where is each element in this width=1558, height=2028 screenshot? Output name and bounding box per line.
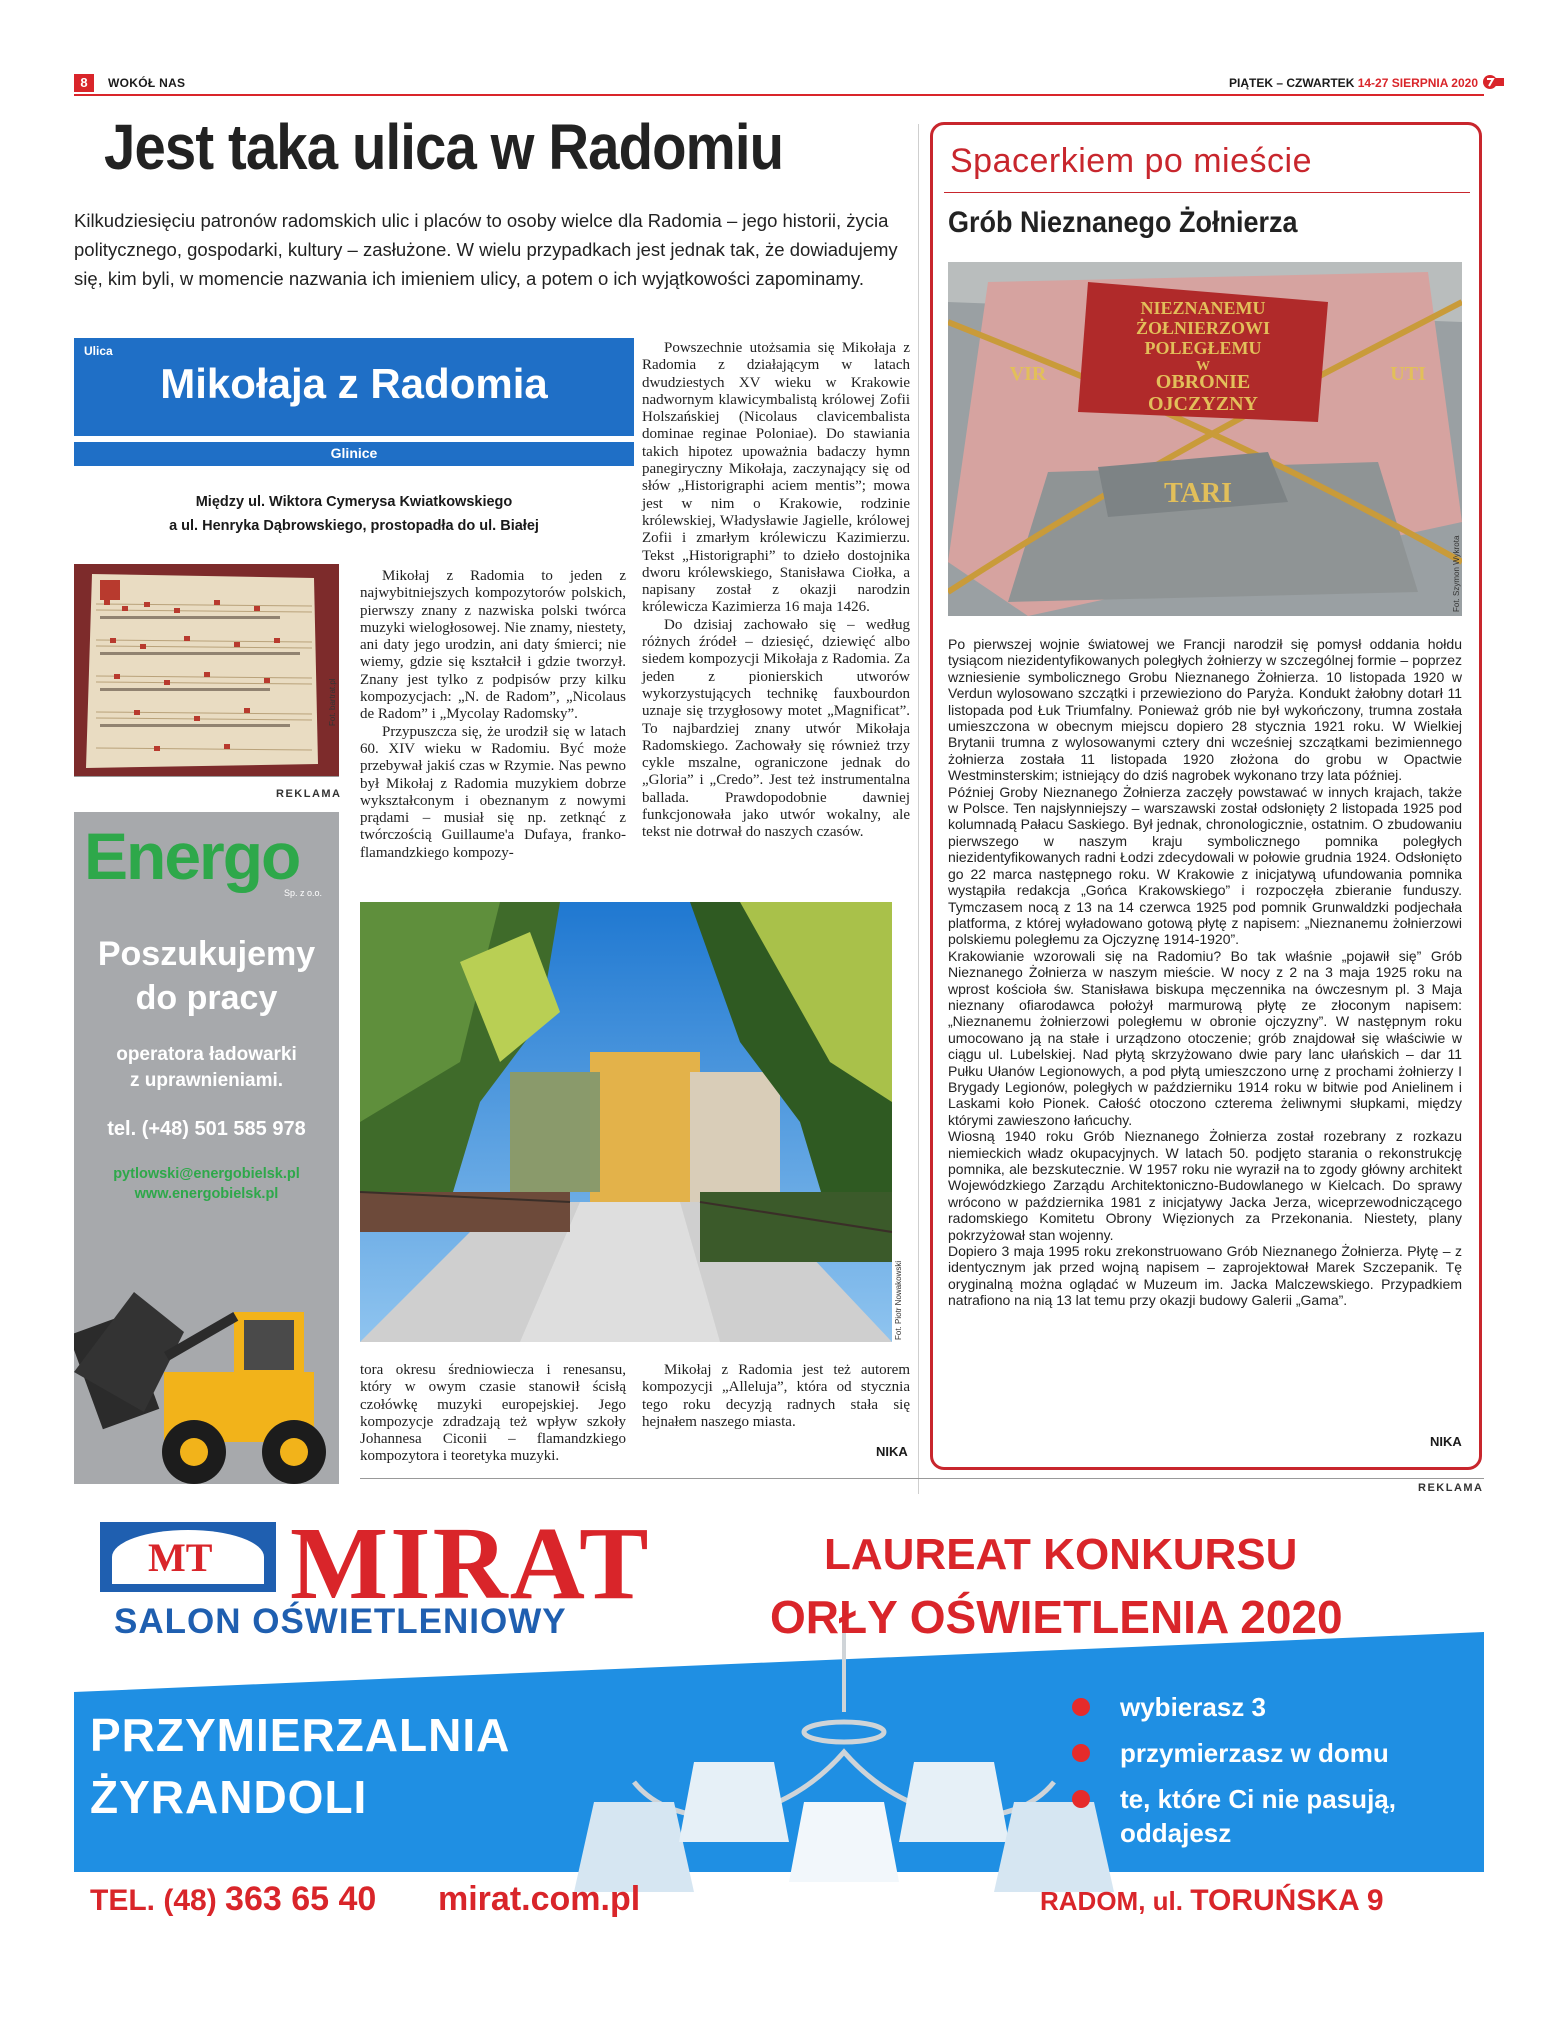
- mirat-bullet: przymierzasz w domu: [1120, 1738, 1389, 1768]
- mirat-award-line2: ORŁY OŚWIETLENIA 2020: [770, 1591, 1343, 1643]
- plaque-text: POLEGŁEMU: [1144, 338, 1262, 358]
- tomb-image: [948, 262, 1462, 616]
- mirat-address-street: TORUŃSKA 9: [1190, 1884, 1384, 1917]
- plaque-text: OBRONIE: [1155, 371, 1251, 393]
- plaque-text: VIR: [1009, 363, 1047, 385]
- bullet-icon: [1072, 1790, 1090, 1808]
- plaque-text: OJCZYZNY: [1147, 393, 1259, 415]
- article-column-2-bottom: [642, 1362, 910, 1431]
- mirat-phone-area: (48): [163, 1884, 217, 1917]
- ad-label: REKLAMA: [1418, 1482, 1484, 1494]
- street-photo: [360, 902, 892, 1342]
- issue-date-prefix: PIĄTEK – CZWARTEK: [1229, 76, 1355, 90]
- mirat-address: [1040, 1884, 1384, 1918]
- issue-date: [1229, 76, 1478, 90]
- article-paragraph: Mikołaj z Radomia jest też autorem kompozycji „Alleluja”, która od stycznia tego roku decyzją radnych stała się hejnałem naszego miasta.: [642, 1362, 910, 1430]
- mirat-phone-prefix: TEL.: [90, 1884, 155, 1917]
- sidebar-text: Po pierwszej wojnie światowej we Francji narodził się pomysł oddania hołdu tysiącom niezidentyfikowanych poległych żołnierzy w szczególnej formie – poprzez wzniesienie symbolicznego Grobu Nieznanego Żołnierza. 10 listopada 1920 w Verdun wylosowano szczątki i przewieziono do Paryża. Kondukt żałobny dotarł 11 listopada pod Łuk Triumfalny. Ponieważ grób nie był wykończony, trumna została umieszczona w obecnym miejscu dopiero 28 stycznia 1921 roku. W Wielkiej Brytanii trumna z wylosowanymi cztery dni wcześniej szczątkami bezimiennego żołnierza została 11 listopada 1920 złożona do grobu w Opactwie Westminsterskim; istniejący do dziś nagrobek wykonano trzy lata później. Później Groby Nieznanego Żołnierza zaczęły powstawać w innych krajach, także w Polsce. Ten najsłynniejszy – warszawski został odsłonięty 2 listopada 1925 pod kolumnadą Pałacu Saskiego. Był jednak, chronologicznie, ostatnim. O zbudowaniu pierwszego w naszym kraju symbolicznego pomnika poległych niezidentyfikowanych radni Łodzi zdecydowali w połowie grudnia 1924. Odsłonięto go 22 marca następnego roku. W Krakowie z inicjatywą ufundowania pomnika wystąpiła redakcja „Gońca Krakowskiego” i rozpoczęła zbieranie funduszy. Tymczasem nocą z 13 na 14 czerwca 1925 pod pomnik Grunwaldzki podjechała platforma, z której wyładowano gotową płytę z napisem: „Nieznanemu żołnierzowi polskiemu poległemu za Ojczyznę 1914-1920”. Krakowianie wzorowali się na Radomiu? Bo tak właśnie „pojawił się” Grób Nieznanego Żołnierza w naszym mieście. W nocy z 2 na 3 maja 1925 roku na wprost kościoła św. Stanisława biskupa męczennika na ówczesnym pl. 3 Maja nieznany ofiarodawca położył marmurową płytę ze złoconym napisem: „Nieznanemu żołnierzowi poległemu w obronie ojczyzny”. W następnym roku umocowano ją na stałe i urządzono otoczenie; grób znajdował się właściwie w ciągu ul. Lubelskiej. Nad płytą skrzyżowano dwie pary lanc ułańskich – dar 11 Pułku Ułanów Legionowych, a pod płytą umieszczono urnę z prochami żołnierzy I Brygady Legionów, poległych w październiku 1914 roku w bitwie pod Anielinem i Laskami koło Pionek. Całość otoczono czterema żeliwnymi słupkami, między którymi zawieszono łańcuchy. Wiosną 1940 roku Grób Nieznanego Żołnierza został rozebrany z rozkazu niemieckich władz okupacyjnych. W latach 50. podjęto starania o rekonstrukcję pomnika, ale bezskutecznie. W 1957 roku nie wyraził na to zgody główny architekt Wojewódzkiego Zarządu Architektoniczno-Budowlanego w Kielcach. Do sprawy wrócono w października 1981 z inicjatywy Jacka Jerza, wiceprzewodniczącego radomskiego Komitetu Obrony Więzionych za Przekonania. Niestety, plany pokrzyżował stan wojenny. Dopiero 3 maja 1995 roku zrekonstruowano Grób Nieznanego Żołnierza. Płytę – z identycznym jak przed wojną napisem – zaprojektował Marek Szczepanik. Tę oryginalną można oglądać w Muzeum im. Jacka Malczewskiego. Przypadkiem natrafiono na nią 13 lat temu przy okazji budowy Galerii „Gama”.: [948, 636, 1462, 1309]
- ad-divider: [360, 1478, 1484, 1479]
- issue-date-range: 14-27 SIERPNIA 2020: [1357, 76, 1478, 90]
- sidebar-author: NIKA: [1430, 1434, 1462, 1449]
- energo-job-line2: z uprawnieniami.: [129, 1070, 284, 1091]
- article-column-1-bottom: tora okresu średniowiecza i renesansu, który w owym czasie stanowił ścisłą czołówkę muzyki europejskiej. Jego kompozycje zdradzają też wpływ szkoły Johannesa Ciconii – flamandzkiego kompozytora i teoretyka muzyki.: [360, 1362, 626, 1465]
- energo-website[interactable]: www.energobielsk.pl: [134, 1186, 279, 1202]
- mirat-phone: [90, 1880, 376, 1919]
- mirat-website[interactable]: mirat.com.pl: [438, 1880, 641, 1918]
- sidebar-subtitle: Grób Nieznanego Żołnierza: [948, 206, 1298, 239]
- plaque-text: TARI: [1164, 478, 1232, 509]
- energo-email[interactable]: pytlowski@energobielsk.pl: [113, 1166, 300, 1182]
- energo-logo: Energo: [84, 819, 300, 893]
- mirat-phone-number: 363 65 40: [225, 1880, 377, 1918]
- street-location: [74, 490, 634, 538]
- district-name: Glinice: [330, 445, 378, 461]
- sidebar-title-divider: [944, 192, 1470, 193]
- energo-headline: [74, 932, 339, 1020]
- street-label: Ulica: [84, 344, 113, 358]
- mirat-salon: SALON OŚWIETLENIOWY: [114, 1602, 567, 1641]
- street-location-line1: Między ul. Wiktora Cymerysa Kwiatkowskiego: [195, 494, 513, 510]
- article-lead: Kilkudziesięciu patronów radomskich ulic i placów to osoby wielce dla Radomia – jego historii, życia politycznego, gospodarki, kultury – zasłużone. W wielu przypadkach jest jednak tak, że dowiadujemy się, kim byli, w momencie nazwania ich imieniem ulicy, a potem o ich wyjątkowości zapominamy.: [74, 210, 898, 289]
- mirat-name: MIRAT: [290, 1506, 651, 1621]
- header-divider: [74, 94, 1484, 96]
- article-author: NIKA: [876, 1444, 908, 1459]
- bullet-icon: [1072, 1698, 1090, 1716]
- mirat-logo-letters: MT: [148, 1535, 213, 1580]
- article-column-2-top: [642, 340, 910, 842]
- article-paragraph: Do dzisiaj zachowało się – według różnych źródeł – dziesięć, dziewięć albo siedem kompozycji Mikołaja z Radomia. Za jeden z pionierskich utworów wykorzystujących technikę fauxbourdon uznaje się trzygłosowy motet „Magnificat”. To najbardziej znany utwór Mikołaja Radomskiego. Zachowały się również trzy cykle mszalne, ograniczone jednak do „Gloria” i „Credo”. Jest też instrumentalna ballada. Prawdopodobnie dawniej funkcjonowała jako utwór wokalny, ale tekst nie dotrwał do naszych czasów.: [642, 616, 910, 841]
- energo-job: [74, 1042, 339, 1094]
- street-location-line2: a ul. Henryka Dąbrowskiego, prostopadła do ul. Białej: [169, 518, 539, 534]
- ad-label: REKLAMA: [276, 788, 342, 800]
- mirat-bullet: te, które Ci nie pasują, oddajesz: [1120, 1784, 1396, 1848]
- plaque-text: ŻOŁNIERZOWI: [1135, 318, 1271, 338]
- plaque-text: UTI: [1390, 363, 1426, 385]
- loader-image: [74, 812, 339, 1484]
- column-divider: [918, 124, 919, 1494]
- sidebar-title: Spacerkiem po mieście: [950, 142, 1312, 180]
- bullet-icon: [1072, 1744, 1090, 1762]
- energo-headline-line2: do pracy: [135, 979, 278, 1017]
- plaque-text: W: [1196, 359, 1210, 374]
- tomb-photo-credit: Fot. Szymon Wykrota: [1452, 535, 1461, 612]
- mirat-promo-line2: ŻYRANDOLI: [90, 1771, 368, 1823]
- mirat-bullet: wybierasz 3: [1120, 1692, 1266, 1722]
- mirat-award-line1: LAUREAT KONKURSU: [824, 1530, 1298, 1579]
- energo-job-line1: operatora ładowarki: [116, 1044, 297, 1065]
- manuscript-photo-credit: Fot. bartrat.pl: [328, 678, 337, 726]
- energo-logo-suffix: Sp. z o.o.: [284, 888, 323, 898]
- street-name: Mikołaja z Radomia: [160, 360, 548, 407]
- energo-contact: [74, 1164, 339, 1204]
- mirat-address-prefix: RADOM, ul.: [1040, 1886, 1183, 1916]
- manuscript-image: [74, 564, 339, 776]
- street-photo-credit: Fot. Piotr Nowakowski: [894, 1260, 903, 1340]
- manuscript-photo: [74, 564, 339, 776]
- street-image: [360, 902, 892, 1342]
- article-paragraph: Powszechnie utożsamia się Mikołaja z Radomia z działającym w latach dwudziestych XV wieku w Krakowie nadwornym klawicymbalistą królowej Zofii Holszańskiej (Nicolaus clavicembalista dominae reginae Poloniae). Do stawiania takich hipotez upoważnia badaczy hymn panegiryczny Mikołaja, zaczynający się od słów „Historigraphi aciem mentis”; mowa jest w nim o Krakowie, rodzinie królewskiej, Władysławie Jagielle, królowej Zofii i zmarłym królewiczu Kazimierzu. Tekst „Historigraphi” to dzieło dostojnika dworu królewskiego, Stanisława Ciołka, a napisany został z okazji narodzin królewicza Kazimierza 16 maja 1426.: [642, 340, 910, 616]
- ad-divider: [74, 776, 339, 777]
- article-headline: Jest taka ulica w Radomiu: [104, 111, 784, 183]
- tomb-photo: [948, 262, 1462, 616]
- plaque-text: NIEZNANEMU: [1140, 298, 1266, 318]
- article-paragraph: Mikołaj z Radomia to jeden z najwybitniejszych kompozytorów polskich, pierwszy znany z nazwiska polski twórca muzyki wielogłosowej. Nie znamy, niestety, ani daty jego urodzin, ani daty śmierci; nie wiemy, gdzie się kształcił i gdzie tworzył. Znany jest tylko z podpisów przy kilku kompozycjach: „N. de Radom”, „Nicolaus de Radom” i „Mycolay Radomsky”.: [360, 568, 626, 723]
- mirat-promo-line1: PRZYMIERZALNIA: [90, 1709, 511, 1761]
- energo-phone: tel. (+48) 501 585 978: [107, 1118, 306, 1140]
- article-column-1-top: [360, 568, 626, 862]
- article-paragraph: Przypuszcza się, że urodził się w latach 60. XIV wieku w Radomiu. Być może przebywał jakiś czas w Rzymie. Nas pewno był Mikołaj z Radomia muzykiem dobrze wykształconym i obeznanym z nowymi prądami – musiał się np. zetknąć z twórczością Guillaume'a Dufaya, franko-flamandzkiego kompozy-: [360, 723, 626, 861]
- section-name: WOKÓŁ NAS: [108, 76, 186, 90]
- page-number: 8: [74, 74, 94, 92]
- energo-ad: [74, 812, 339, 1484]
- energo-headline-line1: Poszukujemy: [97, 935, 316, 973]
- newspaper-logo-icon: [1482, 73, 1504, 91]
